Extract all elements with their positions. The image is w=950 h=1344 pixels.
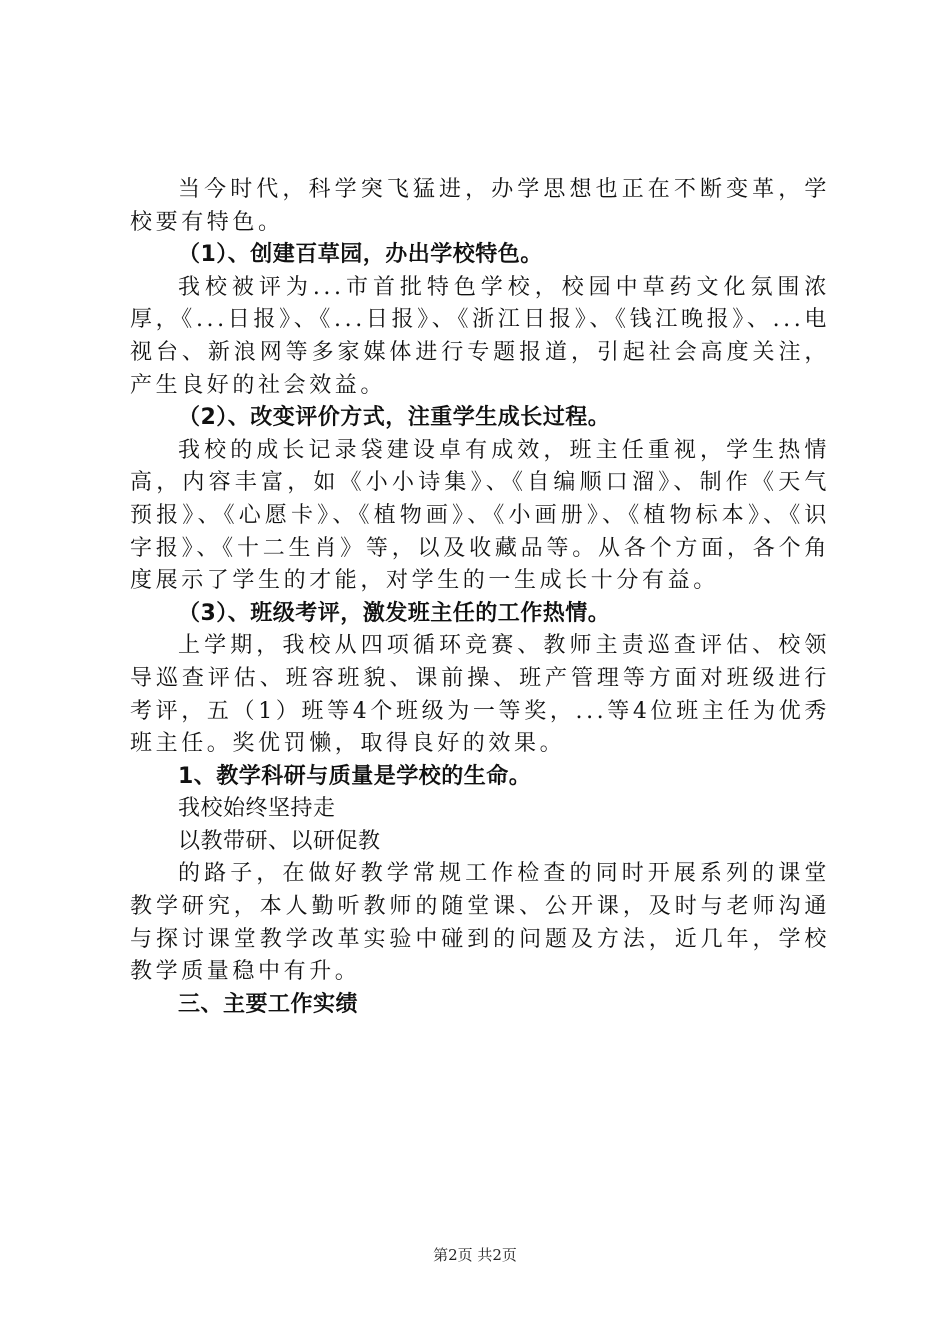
section-heading: 1、教学科研与质量是学校的生命。: [178, 763, 532, 789]
body-paragraph: 的路子，在做好教学常规工作检查的同时开展系列的课堂教学研究，本人勤听教师的随堂课、公开课，及时与老师沟通与探讨课堂教学改革实验中碰到的问题及方法，近几年，学校教学质量稳中有升。: [130, 861, 830, 985]
section-heading: （2）、改变评价方式，注重学生成长过程。: [178, 405, 611, 431]
page-number-label: 第2页 共2页: [433, 1246, 517, 1264]
page-footer: [0, 1244, 950, 1265]
section-heading: 三、主要工作实绩: [178, 991, 359, 1017]
body-paragraph: 我校的成长记录袋建设卓有成效，班主任重视，学生热情高，内容丰富，如《小小诗集》、《自编顺口溜》、制作《天气预报》、《心愿卡》、《植物画》、《小画册》、《植物标本》、《识字报》、《十二生肖》等，以及收藏品等。从各个方面，各个角度展示了学生的才能，对学生的一生成长十分有益。: [130, 437, 830, 594]
document-body: [130, 174, 830, 1021]
body-line: 以教带研、以研促教: [178, 828, 381, 854]
section-heading: （3）、班级考评，激发班主任的工作热情。: [178, 600, 611, 626]
body-line: 我校始终坚持走: [178, 796, 336, 822]
body-paragraph: 当今时代，科学突飞猛进，办学思想也正在不断变革，学校要有特色。: [130, 177, 830, 235]
body-paragraph: 上学期，我校从四项循环竞赛、教师主责巡查评估、校领导巡查评估、班容班貌、课前操、班产管理等方面对班级进行考评，五（1）班等4个班级为一等奖，...等4位班主任为优秀班主任。奖优罚懒，取得良好的效果。: [130, 633, 830, 757]
section-heading: （1）、创建百草园，办出学校特色。: [178, 242, 543, 268]
body-paragraph: 我校被评为...市首批特色学校，校园中草药文化氛围浓厚，《...日报》、《...日报》、《浙江日报》、《钱江晚报》、...电视台、新浪网等多家媒体进行专题报道，引起社会高度关注，产生良好的社会效益。: [130, 274, 830, 398]
